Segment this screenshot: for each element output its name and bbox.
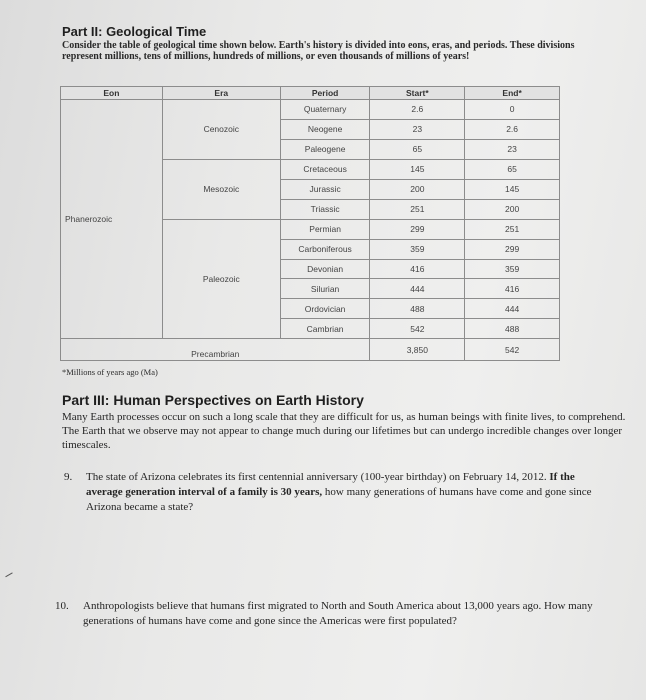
- period-cell: Ordovician: [280, 299, 370, 319]
- table-footnote: *Millions of years ago (Ma): [62, 367, 158, 377]
- header-period: Period: [280, 87, 370, 100]
- era-cell-mesozoic: Mesozoic: [162, 159, 280, 219]
- period-cell: Paleogene: [280, 139, 370, 159]
- start-cell: 65: [370, 139, 465, 159]
- period-cell: Devonian: [280, 259, 370, 279]
- start-cell: 23: [370, 119, 465, 139]
- period-cell: Carboniferous: [280, 239, 370, 259]
- start-cell: 251: [370, 199, 465, 219]
- eon-cell-phanerozoic: Phanerozoic: [61, 100, 163, 339]
- start-cell: 145: [370, 159, 465, 179]
- end-cell: 359: [465, 259, 560, 279]
- part3-heading: Part III: Human Perspectives on Earth History: [62, 392, 364, 408]
- question-10: [55, 599, 603, 629]
- end-cell: 2.6: [465, 119, 560, 139]
- start-cell: 299: [370, 219, 465, 239]
- period-cell: Jurassic: [280, 179, 370, 199]
- header-start: Start*: [370, 87, 465, 100]
- question-number: 9.: [64, 471, 73, 483]
- question-emphasis: If the average generation interval of a family is 30 years,: [86, 471, 575, 498]
- end-cell: 145: [465, 179, 560, 199]
- question-number: 10.: [55, 600, 69, 612]
- period-cell: Triassic: [280, 199, 370, 219]
- question-9: [64, 470, 612, 515]
- start-cell: 2.6: [370, 100, 465, 120]
- period-cell: Neogene: [280, 119, 370, 139]
- part2-intro: Consider the table of geological time shown below. Earth's history is divided into eons, eras, and periods. These divisions represent millions, tens of millions, hundreds of millions, or even thousands of millions of years!: [62, 40, 575, 62]
- end-cell: 23: [465, 139, 560, 159]
- geological-time-table: [60, 86, 560, 361]
- start-cell: 444: [370, 279, 465, 299]
- part2-heading: Part II: Geological Time: [62, 24, 207, 39]
- question-text: Anthropologists believe that humans first migrated to North and South America about 13,000 years ago. How many generations of humans have come and gone since the Americas were first populated?: [83, 600, 593, 627]
- end-cell: 0: [465, 100, 560, 120]
- header-end: End*: [465, 87, 560, 100]
- end-cell: 542: [465, 339, 560, 361]
- question-text-part: how many generations of humans have come and gone since Arizona became a state?: [86, 486, 592, 513]
- period-cell: Silurian: [280, 279, 370, 299]
- period-cell: Permian: [280, 219, 370, 239]
- end-cell: 65: [465, 159, 560, 179]
- pencil-mark: [5, 572, 14, 580]
- end-cell: 299: [465, 239, 560, 259]
- start-cell: 3,850: [370, 339, 465, 361]
- start-cell: 200: [370, 179, 465, 199]
- start-cell: 542: [370, 319, 465, 339]
- table-header-row: [61, 87, 560, 100]
- header-era: Era: [162, 87, 280, 100]
- end-cell: 251: [465, 219, 560, 239]
- start-cell: 416: [370, 259, 465, 279]
- question-text-part: The state of Arizona celebrates its first centennial anniversary (100-year birthday) on February 14, 2012.: [86, 471, 550, 483]
- start-cell: 488: [370, 299, 465, 319]
- start-cell: 359: [370, 239, 465, 259]
- part3-intro: Many Earth processes occur on such a long scale that they are difficult for us, as human beings with finite lives, to comprehend. The Earth that we observe may not appear to change much during our lifetimes but can undergo incredible changes over longer timescales.: [62, 411, 626, 451]
- table-row: [61, 100, 560, 120]
- question-text: [86, 470, 612, 515]
- precambrian-cell: Precambrian: [61, 339, 370, 361]
- end-cell: 416: [465, 279, 560, 299]
- period-cell: Quaternary: [280, 100, 370, 120]
- period-cell: Cambrian: [280, 319, 370, 339]
- end-cell: 444: [465, 299, 560, 319]
- era-cell-cenozoic: Cenozoic: [162, 100, 280, 160]
- end-cell: 488: [465, 319, 560, 339]
- period-cell: Cretaceous: [280, 159, 370, 179]
- table-row-precambrian: [61, 339, 560, 361]
- end-cell: 200: [465, 199, 560, 219]
- era-cell-paleozoic: Paleozoic: [162, 219, 280, 339]
- header-eon: Eon: [61, 87, 163, 100]
